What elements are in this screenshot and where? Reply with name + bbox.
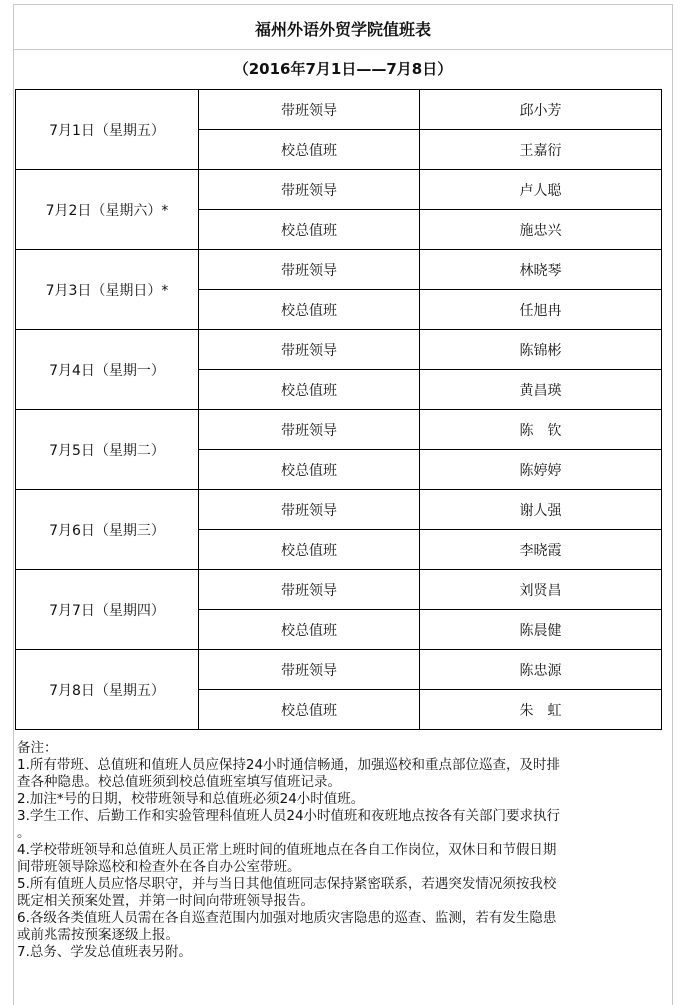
date-cell: 7月5日（星期二） bbox=[16, 410, 199, 490]
role-cell: 带班领导 bbox=[199, 90, 420, 130]
name-cell: 林晓琴 bbox=[420, 250, 662, 290]
name-cell: 卢人聪 bbox=[420, 170, 662, 210]
table-row bbox=[16, 250, 662, 290]
date-cell: 7月4日（星期一） bbox=[16, 330, 199, 410]
name-cell: 李晓霞 bbox=[420, 530, 662, 570]
date-cell: 7月1日（星期五） bbox=[16, 90, 199, 170]
table-row bbox=[16, 490, 662, 530]
note-line: 或前兆需按预案逐级上报。 bbox=[17, 927, 179, 943]
note-line: 4.学校带班领导和总值班人员正常上班时间的值班地点在各自工作岗位，双休日和节假日期 bbox=[17, 842, 557, 858]
name-cell: 黄昌瑛 bbox=[420, 370, 662, 410]
note-line: 5.所有值班人员应恪尽职守，并与当日其他值班同志保持紧密联系，若遇突发情况须按我校 bbox=[17, 876, 557, 892]
name-cell: 谢人强 bbox=[420, 490, 662, 530]
date-cell: 7月6日（星期三） bbox=[16, 490, 199, 570]
date-cell: 7月7日（星期四） bbox=[16, 570, 199, 650]
name-cell: 刘贤昌 bbox=[420, 570, 662, 610]
date-cell: 7月3日（星期日）* bbox=[16, 250, 199, 330]
name-cell: 邱小芳 bbox=[420, 90, 662, 130]
name-cell: 陈忠源 bbox=[420, 650, 662, 690]
table-row bbox=[16, 90, 662, 130]
note-line: 。 bbox=[17, 825, 31, 841]
name-cell: 任旭冉 bbox=[420, 290, 662, 330]
role-cell: 带班领导 bbox=[199, 490, 420, 530]
note-line: 2.加注*号的日期，校带班领导和总值班必须24小时值班。 bbox=[17, 791, 365, 807]
note-line: 3.学生工作、后勤工作和实验管理科值班人员24小时值班和夜班地点按各有关部门要求执行 bbox=[17, 808, 561, 824]
name-cell: 陈婷婷 bbox=[420, 450, 662, 490]
note-line: 间带班领导除巡校和检查外在各自办公室带班。 bbox=[17, 859, 301, 875]
table-row bbox=[16, 650, 662, 690]
note-line: 7.总务、学发总值班表另附。 bbox=[17, 944, 192, 960]
document-frame bbox=[13, 4, 673, 1005]
duty-table bbox=[15, 89, 662, 730]
table-row bbox=[16, 170, 662, 210]
table-row bbox=[16, 410, 662, 450]
notes bbox=[17, 740, 667, 961]
note-line: 查各种隐患。校总值班须到校总值班室填写值班记录。 bbox=[17, 774, 341, 790]
role-cell: 带班领导 bbox=[199, 410, 420, 450]
notes-heading: 备注： bbox=[17, 740, 58, 756]
role-cell: 带班领导 bbox=[199, 330, 420, 370]
date-cell: 7月8日（星期五） bbox=[16, 650, 199, 730]
date-cell: 7月2日（星期六）* bbox=[16, 170, 199, 250]
note-line: 1.所有带班、总值班和值班人员应保持24小时通信畅通，加强巡校和重点部位巡查，及时排 bbox=[17, 757, 561, 773]
role-cell: 校总值班 bbox=[199, 450, 420, 490]
role-cell: 带班领导 bbox=[199, 650, 420, 690]
name-cell: 施忠兴 bbox=[420, 210, 662, 250]
role-cell: 校总值班 bbox=[199, 290, 420, 330]
name-cell: 朱 虹 bbox=[420, 690, 662, 730]
page-title: 福州外语外贸学院值班表 bbox=[14, 10, 672, 50]
role-cell: 带班领导 bbox=[199, 170, 420, 210]
table-row bbox=[16, 570, 662, 610]
name-cell: 陈晨健 bbox=[420, 610, 662, 650]
role-cell: 校总值班 bbox=[199, 130, 420, 170]
role-cell: 带班领导 bbox=[199, 570, 420, 610]
date-range: （2016年7月1日——7月8日） bbox=[233, 60, 453, 78]
role-cell: 校总值班 bbox=[199, 370, 420, 410]
role-cell: 校总值班 bbox=[199, 690, 420, 730]
role-cell: 带班领导 bbox=[199, 250, 420, 290]
note-line: 既定相关预案处置，并第一时间向带班领导报告。 bbox=[17, 893, 314, 909]
name-cell: 陈 钦 bbox=[420, 410, 662, 450]
name-cell: 陈锦彬 bbox=[420, 330, 662, 370]
name-cell: 王嘉衍 bbox=[420, 130, 662, 170]
role-cell: 校总值班 bbox=[199, 610, 420, 650]
role-cell: 校总值班 bbox=[199, 530, 420, 570]
role-cell: 校总值班 bbox=[199, 210, 420, 250]
note-line: 6.各级各类值班人员需在各自巡查范围内加强对地质灾害隐患的巡查、监测，若有发生隐患 bbox=[17, 910, 557, 926]
table-row bbox=[16, 330, 662, 370]
